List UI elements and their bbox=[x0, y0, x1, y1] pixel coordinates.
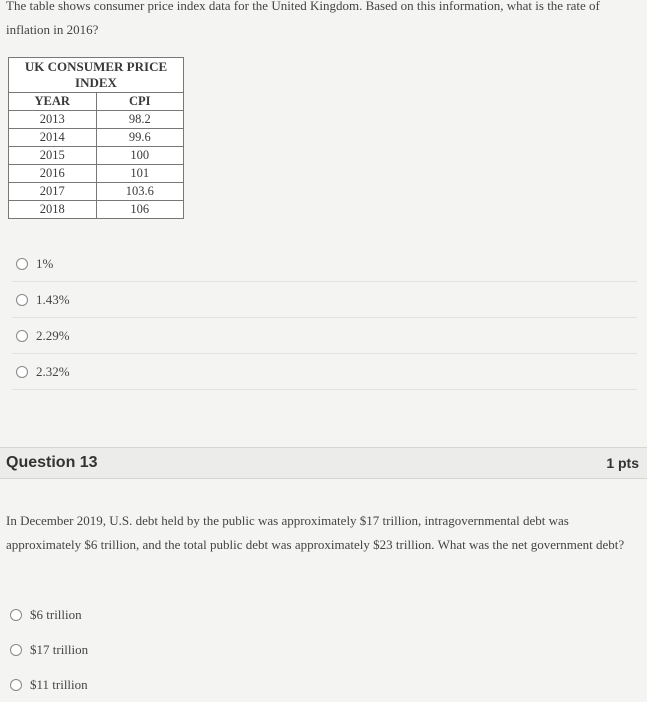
year-cell: 2015 bbox=[9, 147, 97, 165]
question-points: 1 pts bbox=[606, 455, 639, 471]
answer-label: $6 trillion bbox=[30, 606, 82, 622]
answer-list bbox=[6, 597, 631, 702]
cpi-cell: 103.6 bbox=[96, 183, 184, 201]
radio-button[interactable] bbox=[10, 644, 22, 656]
answer-label: 2.29% bbox=[36, 327, 70, 343]
radio-button[interactable] bbox=[10, 609, 22, 621]
cpi-cell: 98.2 bbox=[96, 111, 184, 129]
table-title: UK CONSUMER PRICE INDEX bbox=[9, 58, 184, 93]
radio-button[interactable] bbox=[16, 258, 28, 270]
answer-option[interactable] bbox=[6, 597, 631, 632]
answer-label: $17 trillion bbox=[30, 641, 89, 657]
question-header bbox=[0, 447, 647, 479]
year-cell: 2016 bbox=[9, 165, 97, 183]
answer-label: 1.43% bbox=[36, 291, 70, 307]
answer-option[interactable] bbox=[6, 632, 631, 667]
answer-list bbox=[12, 246, 637, 390]
table-row bbox=[9, 165, 184, 183]
year-cell: 2018 bbox=[9, 201, 97, 219]
year-cell: 2013 bbox=[9, 111, 97, 129]
question-prompt: In December 2019, U.S. debt held by the public was approximately $17 trillion, intragovernmental debt was approximately $6 trillion, and the total public debt was approximately $23 trillion. What was the net government debt? bbox=[6, 513, 625, 552]
table-row bbox=[9, 111, 184, 129]
answer-option[interactable] bbox=[12, 246, 637, 282]
cpi-cell: 106 bbox=[96, 201, 184, 219]
year-cell: 2017 bbox=[9, 183, 97, 201]
question-title: Question 13 bbox=[6, 454, 98, 471]
answer-option[interactable] bbox=[12, 354, 637, 390]
radio-button[interactable] bbox=[10, 679, 22, 691]
answer-label: 2.32% bbox=[36, 363, 70, 379]
year-cell: 2014 bbox=[9, 129, 97, 147]
column-header-year: YEAR bbox=[9, 93, 97, 111]
cpi-cell: 100 bbox=[96, 147, 184, 165]
answer-option[interactable] bbox=[12, 282, 637, 318]
answer-label: $11 trillion bbox=[30, 676, 88, 692]
question-prompt: The table shows consumer price index data for the United Kingdom. Based on this information, what is the rate of inflation in 2016? bbox=[6, 0, 600, 37]
cpi-cell: 99.6 bbox=[96, 129, 184, 147]
cpi-table bbox=[8, 57, 184, 219]
answer-option[interactable] bbox=[6, 667, 631, 702]
cpi-cell: 101 bbox=[96, 165, 184, 183]
radio-button[interactable] bbox=[16, 294, 28, 306]
answer-label: 1% bbox=[36, 255, 54, 271]
column-header-cpi: CPI bbox=[96, 93, 184, 111]
table-row bbox=[9, 201, 184, 219]
answer-option[interactable] bbox=[12, 318, 637, 354]
table-row bbox=[9, 183, 184, 201]
radio-button[interactable] bbox=[16, 330, 28, 342]
table-row bbox=[9, 147, 184, 165]
radio-button[interactable] bbox=[16, 366, 28, 378]
table-row bbox=[9, 129, 184, 147]
